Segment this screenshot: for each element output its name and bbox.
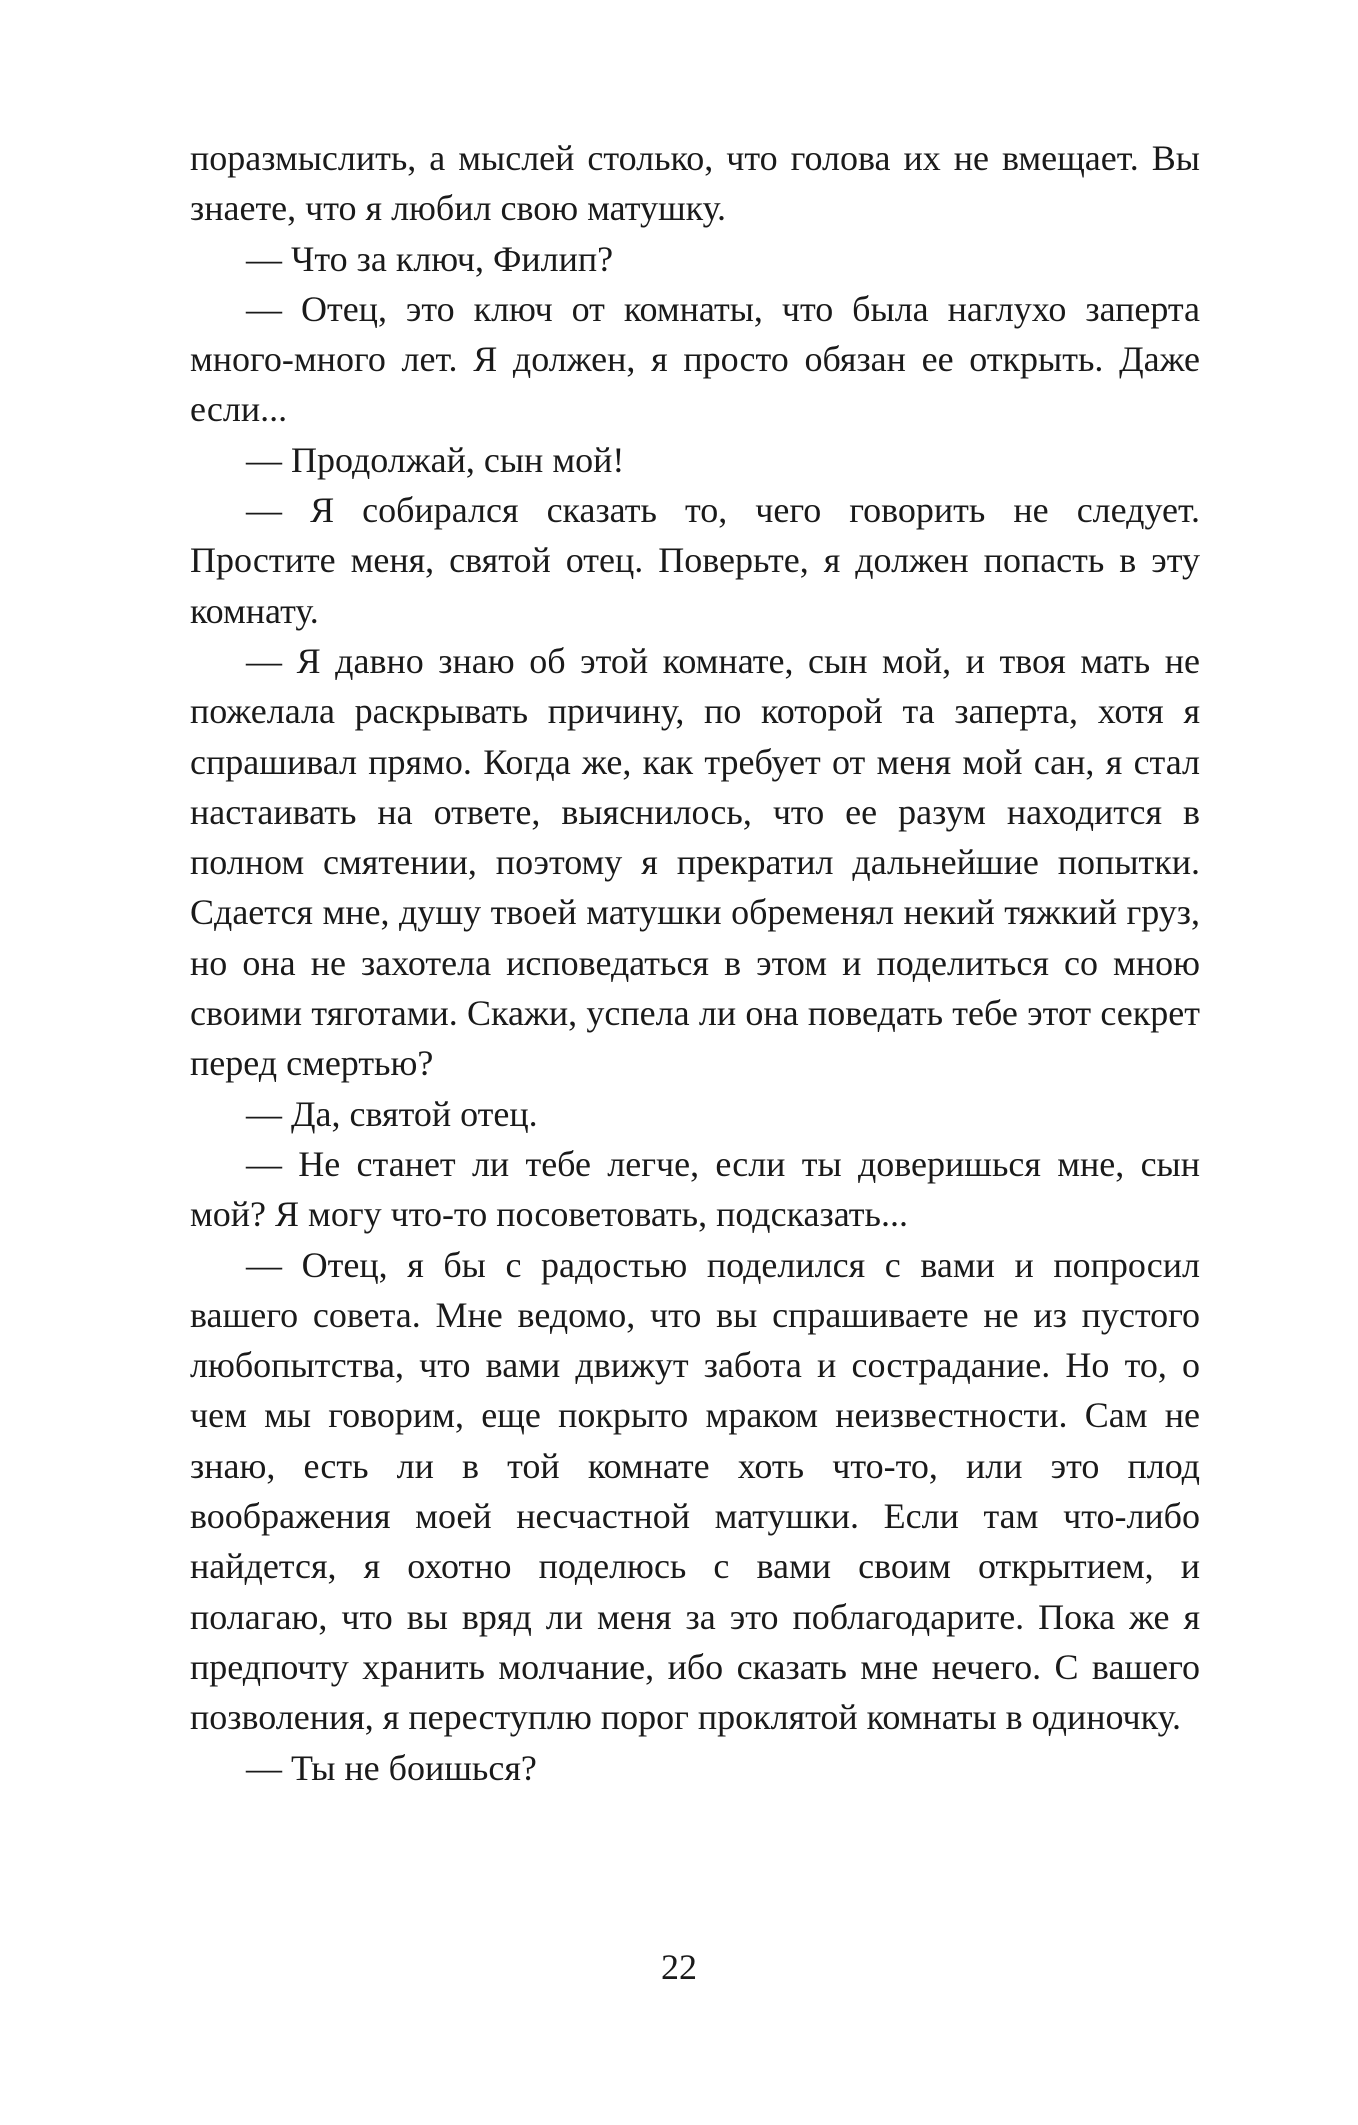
dialogue-paragraph: — Я собирался сказать то, чего говорить не следует. Простите меня, святой отец. Поверьте, я должен попасть в эту комнату. — [190, 490, 1200, 631]
dialogue-paragraph: — Не станет ли тебе легче, если ты доверишься мне, сын мой? Я могу что-то посоветовать, подсказать... — [190, 1143, 1200, 1235]
dialogue-paragraph: — Да, святой отец. — [246, 1093, 538, 1134]
dialogue-paragraph: — Продолжай, сын мой! — [246, 439, 625, 480]
paragraph-continuation: поразмыслить, а мыслей столько, что голова их не вмещает. Вы знаете, что я любил свою матушку. — [190, 138, 1200, 229]
dialogue-paragraph: — Отец, я бы с радостью поделился с вами и попросил вашего совета. Мне ведомо, что вы спрашиваете не из пустого любопытства, что вами движут забота и сострадание. Но то, о чем мы говорим, еще покрыто мраком неизвестности. Сам не знаю, есть ли в той комнате хоть что-то, или это плод воображения моей несчастной матушки. Если там что-либо найдется, я охотно поделюсь с вами своим открытием, и полагаю, что вы вряд ли меня за это поблагодарите. Пока же я предпочту хранить молчание, ибо сказать мне нечего. С вашего позволения, я переступлю порог проклятой комнаты в одиночку. — [190, 1244, 1200, 1738]
dialogue-paragraph: — Ты не боишься? — [246, 1747, 537, 1788]
page-number: 22 — [661, 1947, 697, 1987]
dialogue-paragraph: — Что за ключ, Филип? — [246, 238, 614, 279]
dialogue-paragraph: — Я давно знаю об этой комнате, сын мой, и твоя мать не пожелала раскрывать причину, по которой та заперта, хотя я спрашивал прямо. Когда же, как требует от меня мой сан, я стал настаивать на ответе, выяснилось, что ее разум находится в полном смятении, поэтому я прекратил дальнейшие попытки. Сдается мне, душу твоей матушки обременял некий тяжкий груз, но она не захотела исповедаться в этом и поделиться со мною своими тяготами. Скажи, успела ли она поведать тебе этот секрет перед смертью? — [190, 640, 1200, 1084]
dialogue-paragraph: — Отец, это ключ от комнаты, что была наглухо заперта много-много лет. Я должен, я просто обязан ее открыть. Даже если... — [190, 288, 1200, 430]
book-page-text — [190, 133, 1200, 1793]
